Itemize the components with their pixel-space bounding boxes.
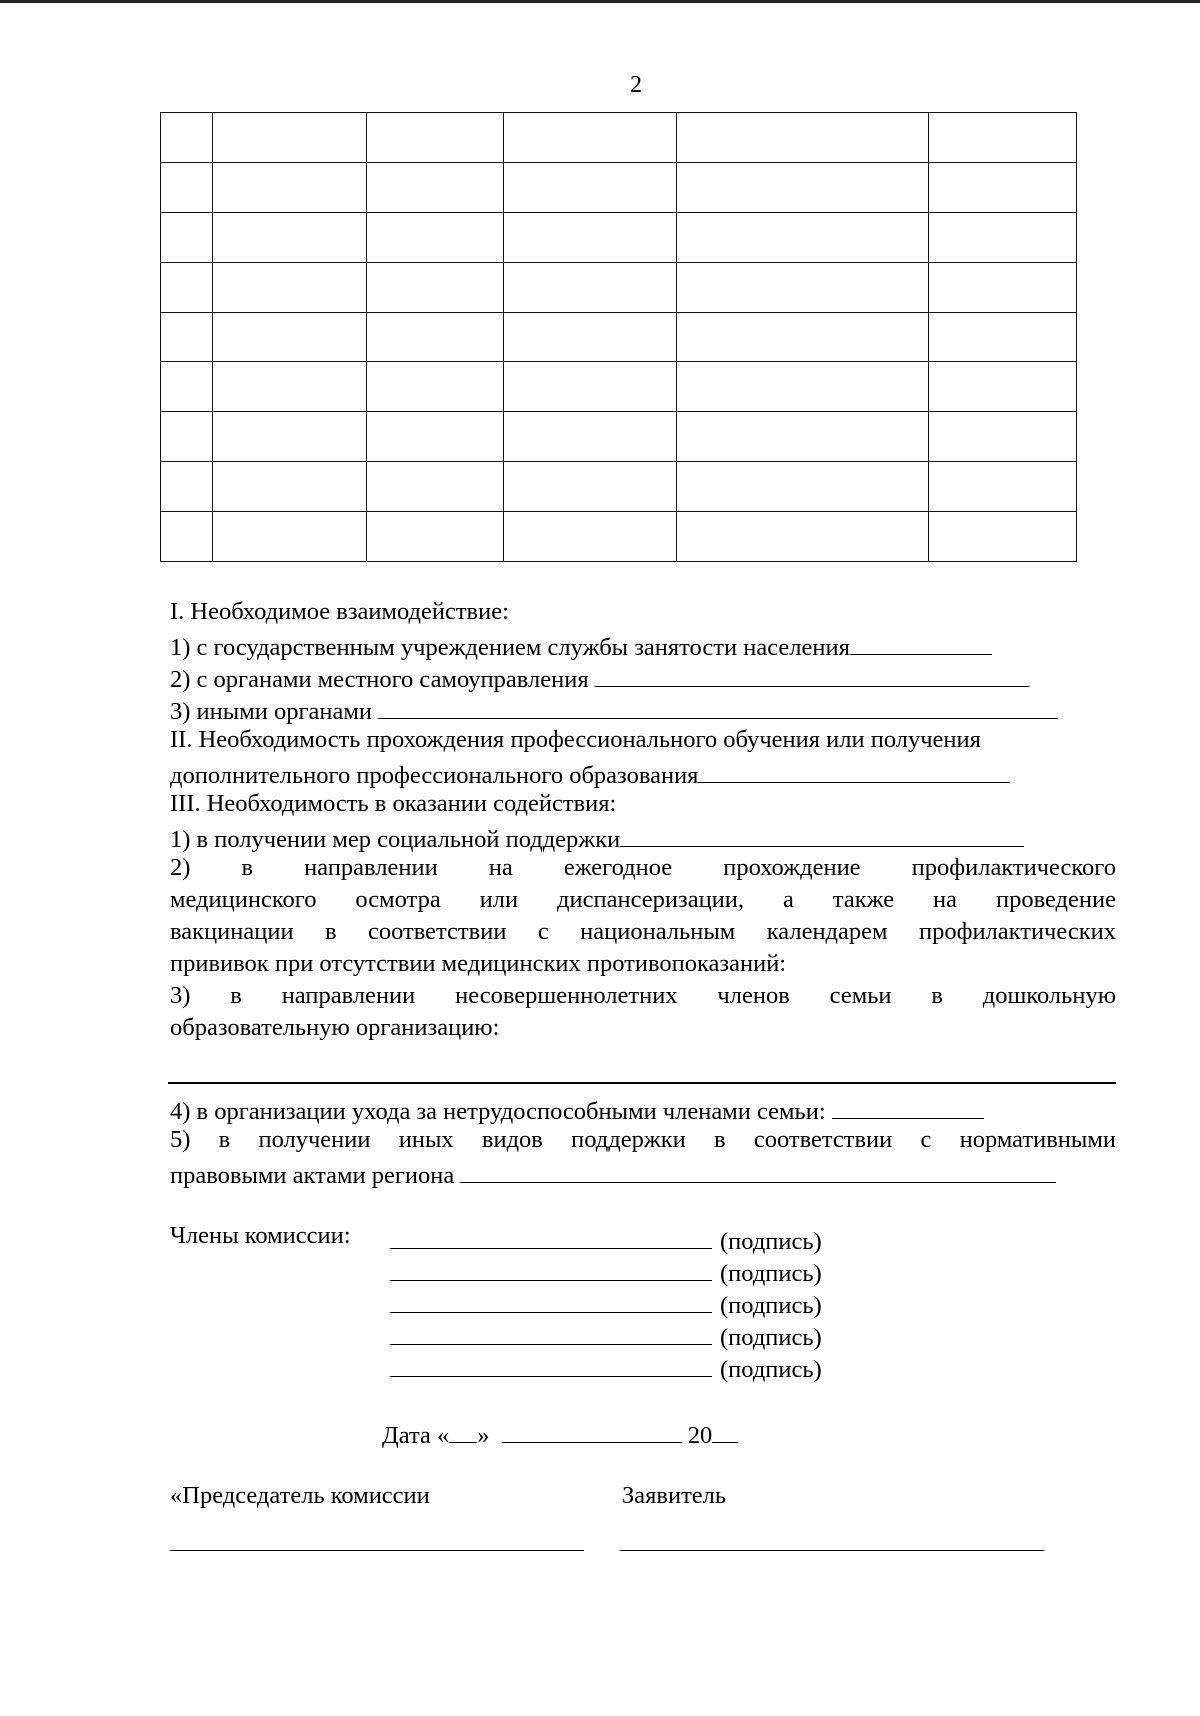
signature-caption: (подпись)	[720, 1324, 822, 1351]
signature-caption: (подпись)	[720, 1260, 822, 1287]
table-cell[interactable]	[367, 113, 504, 163]
table-cell[interactable]	[367, 162, 504, 212]
table-cell[interactable]	[367, 462, 504, 512]
page-number: 2	[630, 72, 642, 98]
date-prefix: Дата «	[382, 1422, 450, 1449]
section1-item2	[170, 660, 1029, 696]
table-cell[interactable]	[929, 412, 1077, 462]
table-cell[interactable]	[677, 512, 929, 562]
section3-item3-line2: образовательную организацию:	[170, 1014, 500, 1041]
applicant-signature-line[interactable]	[620, 1550, 1044, 1551]
member-signature-row	[390, 1350, 822, 1384]
table-cell[interactable]	[504, 312, 677, 362]
section3-title: III. Необходимость в оказании содействия:	[170, 790, 617, 817]
table-cell[interactable]	[213, 113, 367, 163]
table-row	[161, 412, 1077, 462]
table-cell[interactable]	[161, 113, 213, 163]
member-signature-row	[390, 1318, 822, 1352]
date-year-field[interactable]	[712, 1416, 738, 1443]
table-cell[interactable]	[929, 462, 1077, 512]
chairman-signature-line[interactable]	[170, 1550, 584, 1551]
date-quote-close: »	[477, 1422, 490, 1449]
table-cell[interactable]	[213, 312, 367, 362]
section3-item2-line2: медицинского осмотра или диспансеризации, а также на проведение	[170, 886, 1116, 913]
section3-item2-line4: прививок при отсутствии медицинских противопоказаний:	[170, 950, 787, 977]
member-signature-field[interactable]	[390, 1350, 712, 1377]
table-row	[161, 113, 1077, 163]
section3-item4	[170, 1092, 984, 1128]
table-cell[interactable]	[929, 262, 1077, 312]
section3-item1	[170, 820, 1024, 856]
signature-caption: (подпись)	[720, 1356, 822, 1383]
table-cell[interactable]	[213, 212, 367, 262]
table-cell[interactable]	[367, 262, 504, 312]
section3-item5-line1: 5) в получении иных видов поддержки в соответствии с нормативными	[170, 1126, 1116, 1153]
table-cell[interactable]	[677, 462, 929, 512]
table-cell[interactable]	[213, 262, 367, 312]
table-cell[interactable]	[161, 462, 213, 512]
table-cell[interactable]	[161, 512, 213, 562]
signature-caption: (подпись)	[720, 1292, 822, 1319]
member-signature-field[interactable]	[390, 1254, 712, 1281]
table-cell[interactable]	[504, 162, 677, 212]
table-cell[interactable]	[677, 312, 929, 362]
date-month-field[interactable]	[502, 1416, 682, 1443]
table-row	[161, 312, 1077, 362]
table-cell[interactable]	[929, 212, 1077, 262]
table-cell[interactable]	[504, 462, 677, 512]
member-signature-row	[390, 1222, 822, 1256]
training-field[interactable]	[698, 756, 1010, 783]
section1-item1-text: 1) с государственным учреждением службы занятости населения	[170, 634, 850, 661]
section2-line1: II. Необходимость прохождения профессионального обучения или получения	[170, 726, 981, 753]
table-cell[interactable]	[161, 212, 213, 262]
table-cell[interactable]	[929, 362, 1077, 412]
table-cell[interactable]	[677, 162, 929, 212]
table-cell[interactable]	[161, 312, 213, 362]
other-support-field[interactable]	[460, 1156, 1056, 1183]
table-cell[interactable]	[161, 162, 213, 212]
table-cell[interactable]	[677, 212, 929, 262]
table-cell[interactable]	[929, 113, 1077, 163]
social-support-field[interactable]	[620, 820, 1024, 847]
date-row	[382, 1416, 738, 1450]
member-signature-field[interactable]	[390, 1286, 712, 1313]
section3-item5-line2	[170, 1156, 1056, 1192]
table-cell[interactable]	[161, 262, 213, 312]
section3-item4-text: 4) в организации ухода за нетрудоспособными членами семьи:	[170, 1098, 826, 1125]
section2-line2-text: дополнительного профессионального образования	[170, 762, 699, 789]
member-signature-field[interactable]	[390, 1222, 712, 1249]
table-row	[161, 362, 1077, 412]
table-cell[interactable]	[367, 362, 504, 412]
local-government-field[interactable]	[595, 660, 1029, 687]
date-year-prefix: 20	[687, 1422, 713, 1449]
table-cell[interactable]	[504, 412, 677, 462]
table-cell[interactable]	[367, 512, 504, 562]
section1-item3-text: 3) иными органами	[170, 698, 372, 725]
table-cell[interactable]	[504, 212, 677, 262]
table-cell[interactable]	[213, 412, 367, 462]
table-cell[interactable]	[161, 362, 213, 412]
section3-item1-text: 1) в получении мер социальной поддержки	[170, 826, 621, 853]
section2-line2	[170, 756, 1010, 792]
section1-item3	[170, 692, 1058, 728]
chairman-label: «Председатель комиссии	[170, 1482, 430, 1509]
employment-service-field[interactable]	[850, 628, 992, 655]
table-cell[interactable]	[367, 412, 504, 462]
signature-caption: (подпись)	[720, 1228, 822, 1255]
scan-top-edge	[0, 0, 1200, 3]
care-organization-field[interactable]	[832, 1092, 984, 1119]
table-cell[interactable]	[677, 362, 929, 412]
table-row	[161, 262, 1077, 312]
table-cell[interactable]	[213, 462, 367, 512]
table-cell[interactable]	[504, 113, 677, 163]
table-cell[interactable]	[213, 512, 367, 562]
table-row	[161, 212, 1077, 262]
table-cell[interactable]	[677, 262, 929, 312]
table-cell[interactable]	[929, 312, 1077, 362]
section1-item1	[170, 628, 992, 664]
blank-table	[160, 112, 1077, 562]
table-cell[interactable]	[367, 312, 504, 362]
section1-item2-text: 2) с органами местного самоуправления	[170, 666, 589, 693]
member-signature-row	[390, 1254, 822, 1288]
member-signature-row	[390, 1286, 822, 1320]
table-cell[interactable]	[504, 512, 677, 562]
table-cell[interactable]	[677, 113, 929, 163]
table-cell[interactable]	[213, 362, 367, 412]
members-label: Члены комиссии:	[170, 1222, 351, 1249]
preschool-answer-line[interactable]	[168, 1082, 1116, 1084]
table-cell[interactable]	[504, 262, 677, 312]
section3-item5-line2-text: правовыми актами региона	[170, 1162, 455, 1189]
member-signature-field[interactable]	[390, 1318, 712, 1345]
table-cell[interactable]	[161, 412, 213, 462]
table-cell[interactable]	[677, 412, 929, 462]
table-row	[161, 512, 1077, 562]
table-row	[161, 162, 1077, 212]
section3-item2-line1: 2) в направлении на ежегодное прохождение профилактического	[170, 854, 1116, 881]
applicant-label: Заявитель	[622, 1482, 727, 1509]
table-cell[interactable]	[504, 362, 677, 412]
section3-item3-line1: 3) в направлении несовершеннолетних членов семьи в дошкольную	[170, 982, 1116, 1009]
table-cell[interactable]	[367, 212, 504, 262]
section1-title: I. Необходимое взаимодействие:	[170, 598, 509, 625]
section3-item2-line3: вакцинации в соответствии с национальным календарем профилактических	[170, 918, 1116, 945]
table-cell[interactable]	[929, 512, 1077, 562]
other-bodies-field[interactable]	[378, 692, 1058, 719]
table-cell[interactable]	[213, 162, 367, 212]
date-day-field[interactable]	[449, 1416, 477, 1443]
table-row	[161, 462, 1077, 512]
table-cell[interactable]	[929, 162, 1077, 212]
